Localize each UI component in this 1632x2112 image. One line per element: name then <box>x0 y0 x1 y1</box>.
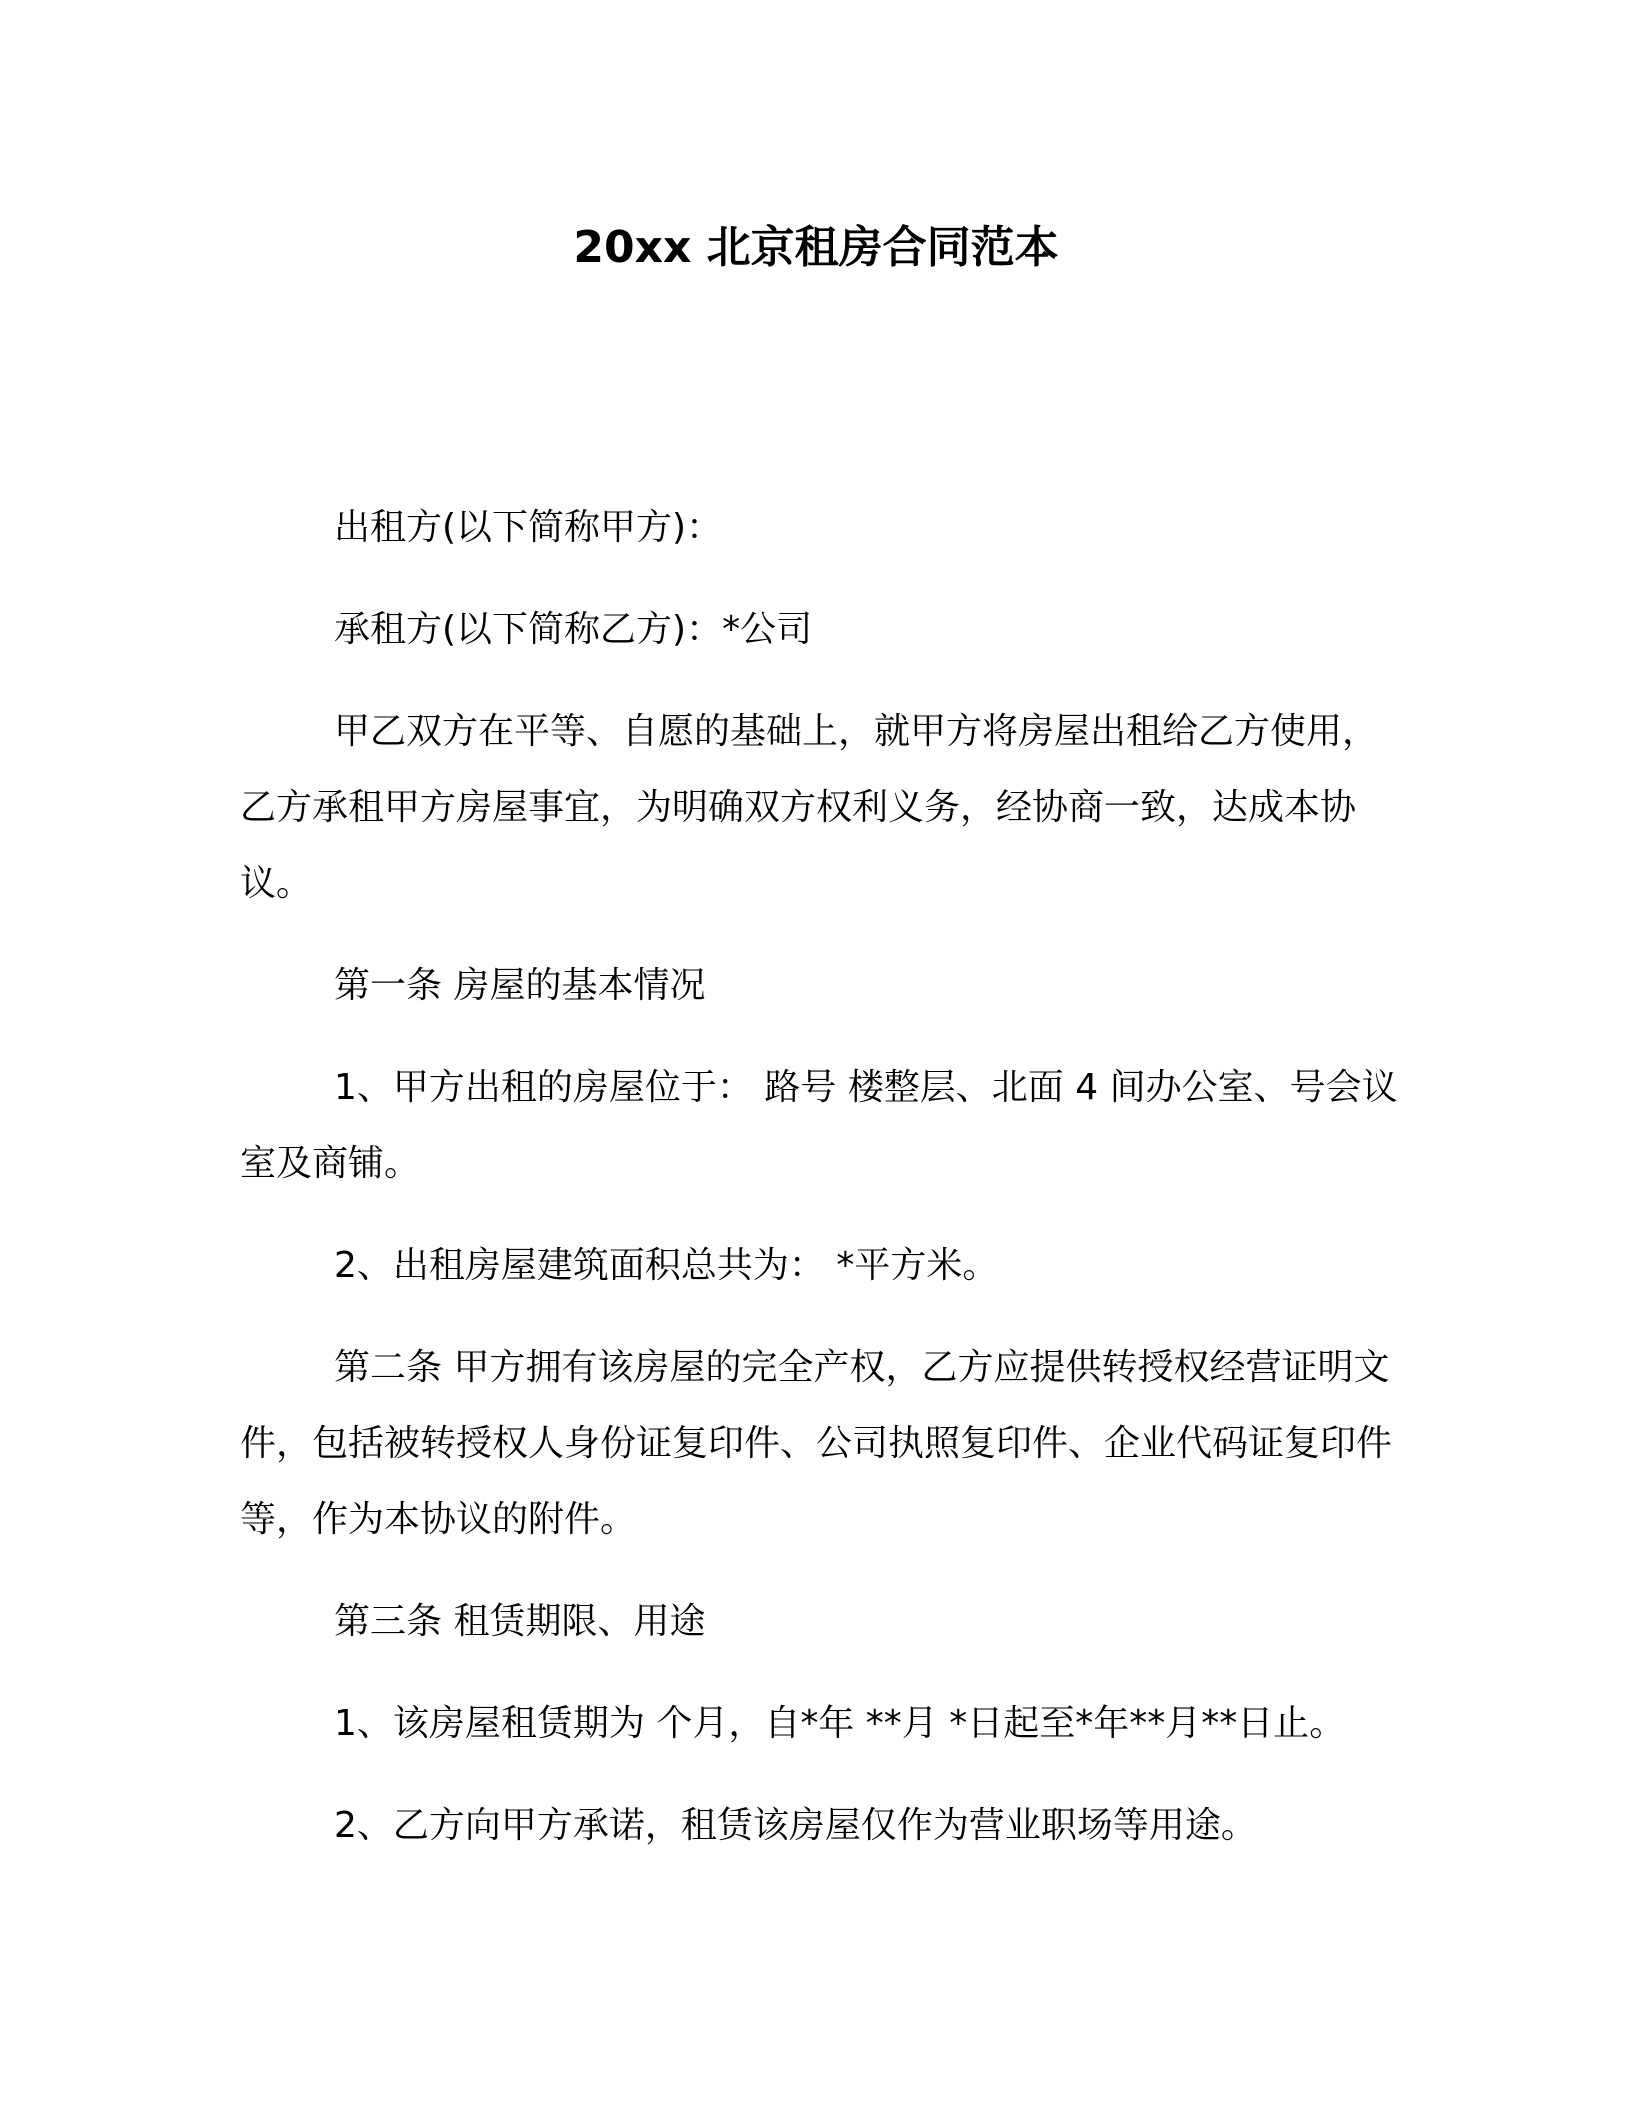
document-title: 20xx 北京租房合同范本 <box>573 222 1059 273</box>
paragraph-lessor: 出租方(以下简称甲方)： <box>334 507 723 548</box>
paragraph-lessee: 承租方(以下简称乙方)：*公司 <box>334 609 813 650</box>
paragraph-article-3-item-1: 1、该房屋租赁期为 个月，自*年 **月 *日起至*年**月**日止。 <box>334 1703 1346 1744</box>
paragraph-preamble: 甲乙双方在平等、自愿的基础上，就甲方将房屋出租给乙方使用，乙方承租甲方房屋事宜，为明确双方权利义务，经协商一致，达成本协议。 <box>240 711 1379 904</box>
paragraph-article-1-item-2: 2、出租房屋建筑面积总共为： *平方米。 <box>334 1245 999 1286</box>
document-body <box>240 490 1400 1890</box>
paragraph-article-3-heading: 第三条 租赁期限、用途 <box>334 1601 706 1642</box>
paragraph-article-1-item-1: 1、甲方出租的房屋位于： 路号 楼整层、北面 4 间办公室、号会议室及商铺。 <box>240 1067 1398 1184</box>
paragraph-article-3-item-2: 2、乙方向甲方承诺，租赁该房屋仅作为营业职场等用途。 <box>334 1805 1257 1846</box>
paragraph-article-1-heading: 第一条 房屋的基本情况 <box>334 965 706 1006</box>
paragraph-article-2: 第二条 甲方拥有该房屋的完全产权，乙方应提供转授权经营证明文件，包括被转授权人身份证复印件、公司执照复印件、企业代码证复印件等，作为本协议的附件。 <box>240 1347 1393 1540</box>
